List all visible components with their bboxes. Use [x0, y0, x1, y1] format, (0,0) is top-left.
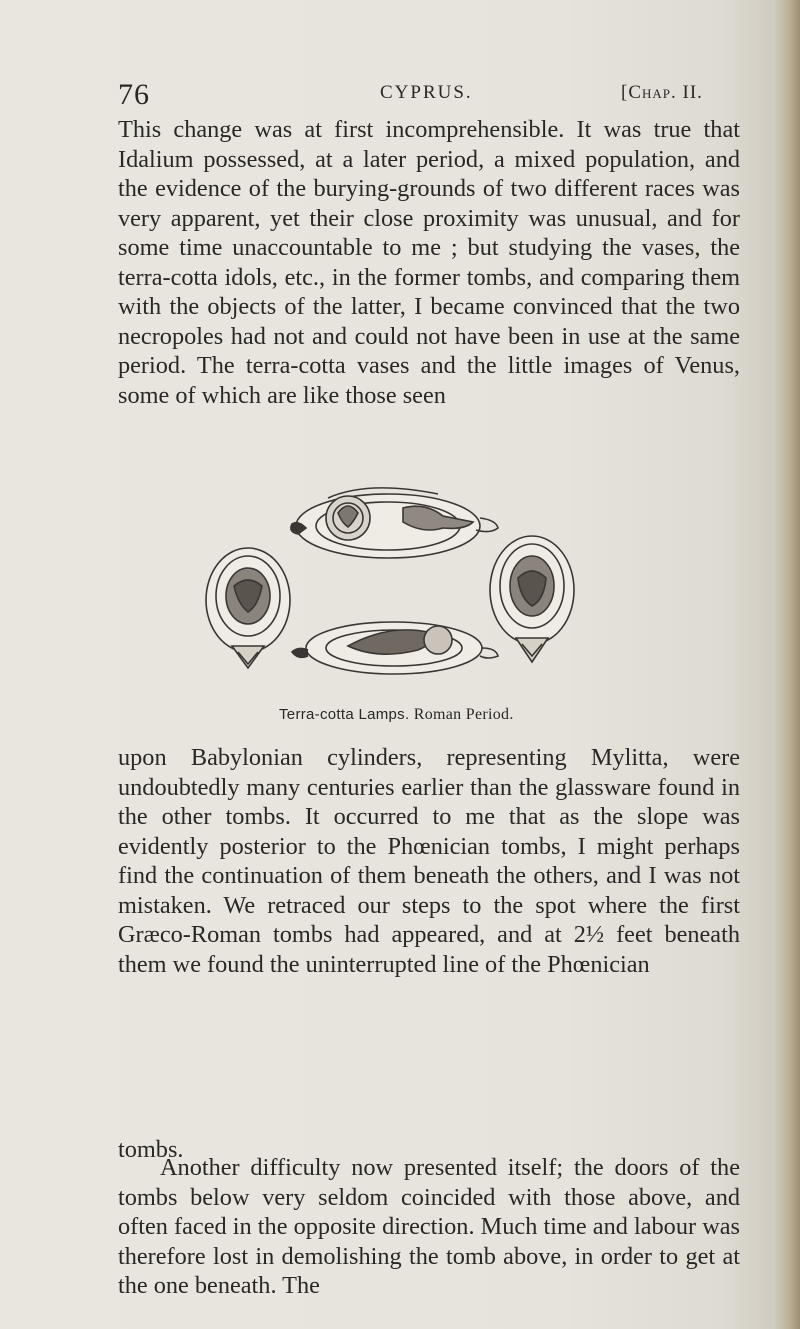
paragraph-2-last-word: tombs. [118, 1136, 184, 1163]
page-header [118, 78, 740, 118]
caption-period: Roman Period. [413, 706, 514, 723]
chapter-label: [Chap. II. [621, 82, 703, 103]
paragraph-1: This change was at first incomprehensible. It was true that Idalium possessed, at a later period, a mixed population, and the evidence of the burying-grounds of two different races was very apparent, yet their close proximity was unusual, and for some time unaccountable to me ; but studying the vases, the terra-cotta idols, etc., in the former tombs, and comparing them with the objects of the latter, I became convinced that the two necropoles had not and could not have been in use at the same period. The terra-cotta vases and the little images of Venus, some of which are like those seen [118, 116, 740, 409]
lamp-left-illustration [206, 548, 290, 668]
running-head: CYPRUS. [380, 82, 473, 103]
paragraph-3: Another difficulty now presented itself; the doors of the tombs below very seldom coincided with those above, and often faced in the opposite direction. Much time and labour was therefore lost in demolishing the tomb above, in order to get at the one beneath. The [118, 1154, 740, 1299]
page-number: 76 [118, 78, 150, 111]
figure-caption [279, 706, 514, 724]
caption-title: Terra-cotta Lamps. [279, 706, 410, 723]
lamp-bottom-illustration [292, 622, 498, 674]
paragraph-2: upon Babylonian cylinders, representing Mylitta, were undoubtedly many centuries earlier than the glassware found in the other tombs. It occurred to me that as the slope was evidently posterior to the Phœnician tombs, I might perhaps find the continuation of them beneath the others, and I was not mistaken. We retraced our steps to the spot where the first Græco-Roman tombs had appeared, and at 2½ feet beneath them we found the uninterrupted line of the Phœnician [118, 744, 740, 978]
page-edge-shadow [774, 0, 800, 1329]
lamp-top-illustration [291, 488, 498, 558]
terra-cotta-lamps-illustration [198, 478, 588, 706]
lamp-right-illustration [490, 536, 574, 662]
